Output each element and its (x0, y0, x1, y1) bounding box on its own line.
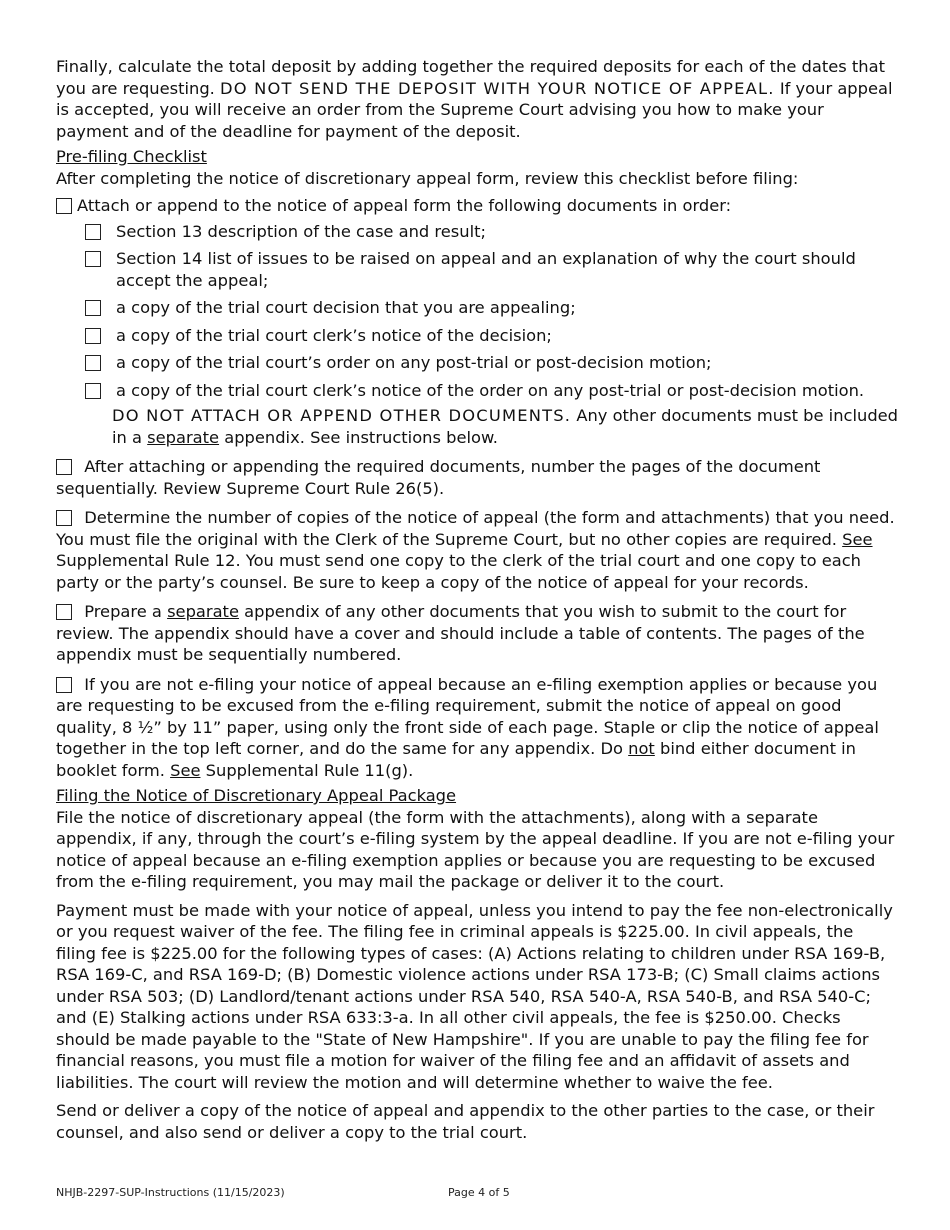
checklist-item-number-pages: After attaching or appending the required documents, number the pages of the document sequentially. Review Supreme Court Rule 26(5). (56, 457, 821, 498)
checklist-item-paper-filing: If you are not e-filing your notice of appeal because an e-filing exemption applies or because you are requesting to be excused from the e-filing requirement, submit the notice of appeal on good quality, 8 ½” by 11” paper, using only the front side of each page. Staple or clip the notice of appeal together in the top left corner, and do the same for any appendix. Do not bind either document in booklet form. See Supplemental Rule 11(g). (56, 674, 879, 780)
page-number: Page 4 of 5 (448, 1186, 510, 1199)
payment-paragraph: Payment must be made with your notice of appeal, unless you intend to pay the fee non-electronically or you request waiver of the fee. The filing fee in criminal appeals is $225.00. In civil appeals, the filing fee is $225.00 for the following types of cases: (A) Actions relating to children under RSA 169-B, RSA 169-C, and RSA 169-D; (B) Domestic violence actions under RSA 173-B; (C) Small claims actions under RSA 503; (D) Landlord/tenant actions under RSA 540, RSA 540-A, RSA 540-B, and RSA 540-C; and (E) Stalking actions under RSA 633:3-a. In all other civil appeals, the fee is $250.00. Checks should be made payable to the "State of New Hampshire". If you are unable to pay the filing fee for financial reasons, you must file a motion for waiver of the filing fee and an affidavit of assets and liabilities. The court will review the motion and will determine whether to waive the fee. (56, 900, 893, 1092)
checkbox-sub-3[interactable] (85, 300, 101, 316)
checkbox-sub-6[interactable] (85, 383, 101, 399)
sub-item: a copy of the trial court clerk’s notice of the decision; (84, 325, 898, 347)
checklist-item-appendix: Prepare a separate appendix of any other documents that you wish to submit to the court for review. The appendix should have a cover and should include a table of contents. The pages of the appendix must be sequentially numbered. (56, 602, 865, 664)
sub-item: Section 13 description of the case and result; (84, 221, 898, 243)
deposit-text-2: If your appeal is accepted, you will receive an order from the Supreme Court advising you how to make your payment and of the deadline for payment of the deposit. (56, 78, 893, 141)
checklist-item-copies: Determine the number of copies of the notice of appeal (the form and attachments) that you need. You must file the original with the Clerk of the Supreme Court, but no other copies are required. See Supplemental Rule 12. You must send one copy to the clerk of the trial court and one copy to each party or the party’s counsel. Be sure to keep a copy of the notice of appeal for your records. (56, 508, 895, 592)
attach-note: DO NOT ATTACH OR APPEND OTHER DOCUMENTS. Any other documents must be included in a separate appendix. See instructions below. (112, 406, 899, 447)
attach-sublist (56, 221, 898, 402)
service-paragraph: Send or deliver a copy of the notice of appeal and appendix to the other parties to the case, or their counsel, and also send or deliver a copy to the trial court. (56, 1101, 875, 1142)
deposit-paragraph (56, 56, 898, 142)
checkbox-sub-1[interactable] (85, 224, 101, 240)
form-id: NHJB-2297-SUP-Instructions (11/15/2023) (56, 1186, 285, 1199)
filing-heading: Filing the Notice of Discretionary Appeal Package (56, 786, 457, 805)
checkbox-attach[interactable] (56, 198, 72, 214)
checklist-heading: Pre-filing Checklist (56, 147, 207, 166)
checkbox-appendix[interactable] (56, 604, 72, 620)
checkbox-paper-filing[interactable] (56, 677, 72, 693)
sub-item: a copy of the trial court clerk’s notice of the order on any post-trial or post-decision motion. (84, 380, 898, 402)
checkbox-sub-2[interactable] (85, 251, 101, 267)
deposit-text: Finally, calculate the total deposit by adding together the required deposits for each of the dates that you are requesting. (56, 57, 885, 98)
checkbox-number-pages[interactable] (56, 459, 72, 475)
checklist-intro: After completing the notice of discretionary appeal form, review this checklist before filing: (56, 168, 799, 188)
sub-item: Section 14 list of issues to be raised on appeal and an explanation of why the court should accept the appeal; (84, 248, 898, 291)
document-page (56, 56, 898, 1143)
sub-item: a copy of the trial court’s order on any post-trial or post-decision motion; (84, 352, 898, 374)
filing-paragraph-1: File the notice of discretionary appeal (the form with the attachments), along with a separate appendix, if any, through the court’s e-filing system by the appeal deadline. If you are not e-filing your notice of appeal because an e-filing exemption applies or because you are requesting to be excused from the e-filing requirement, you may mail the package or deliver it to the court. (56, 807, 895, 891)
attach-label: Attach or append to the notice of appeal form the following documents in order: (77, 196, 732, 215)
sub-item: a copy of the trial court decision that you are appealing; (84, 297, 898, 319)
checkbox-copies[interactable] (56, 510, 72, 526)
checkbox-sub-5[interactable] (85, 355, 101, 371)
checkbox-sub-4[interactable] (85, 328, 101, 344)
checklist-item-attach (56, 195, 898, 217)
deposit-warning: DO NOT SEND THE DEPOSIT WITH YOUR NOTICE OF APPEAL. (220, 78, 775, 98)
